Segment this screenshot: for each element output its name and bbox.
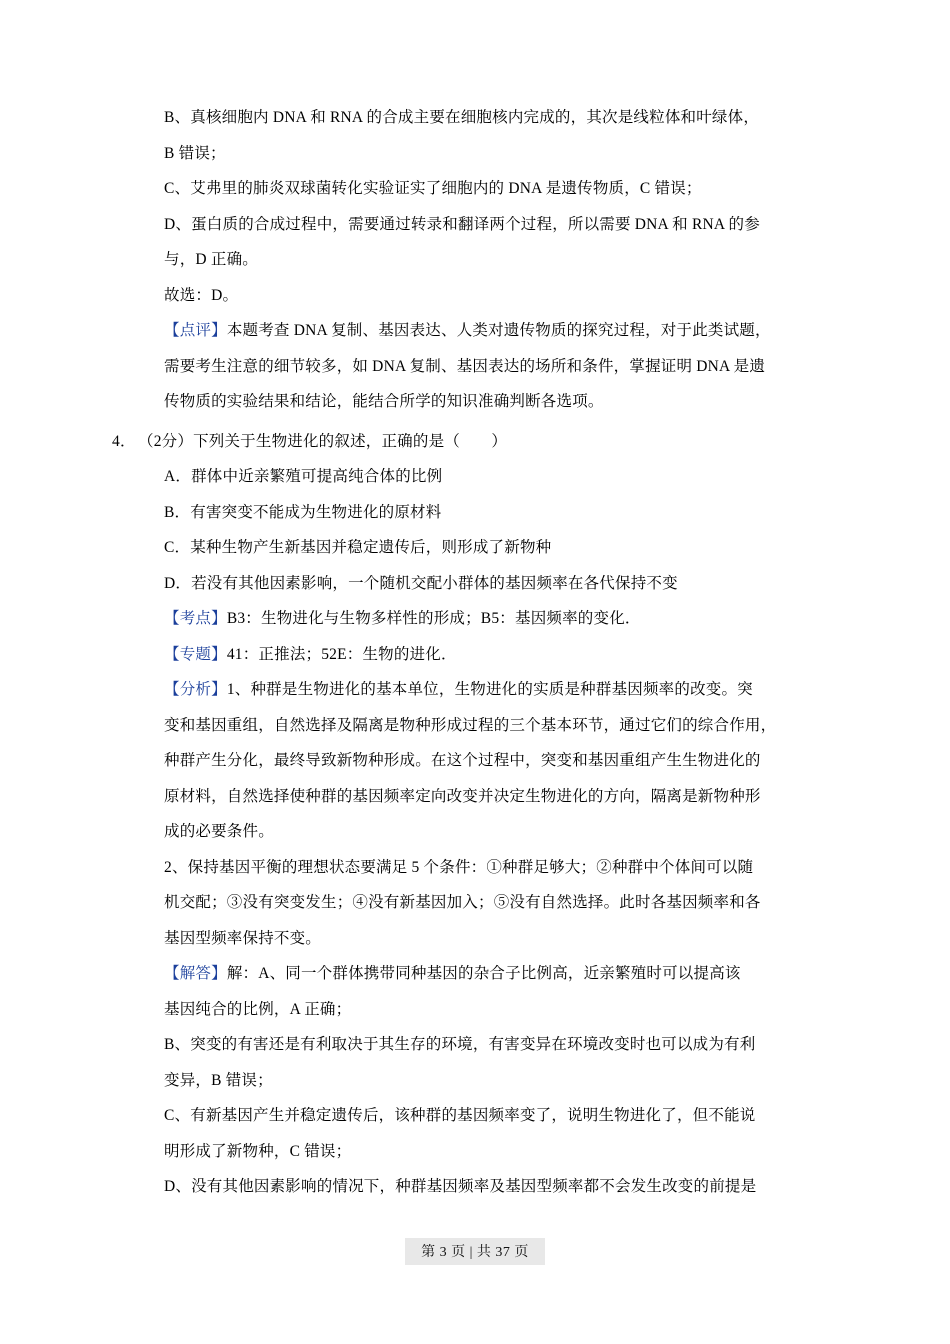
option-b: B．有害突变不能成为生物进化的原材料 [164,503,442,521]
kaodian-label: 【考点】 [164,610,227,627]
kaodian-line [138,601,828,637]
paragraph-answer-b-line2: B 错误； [164,144,226,162]
kaodian-text: B3：生物进化与生物多样性的形成；B5：基因频率的变化． [226,610,641,627]
jieda-line4: 变异，B 错误； [164,1071,273,1089]
fenxi-line3: 种群产生分化，最终导致新物种形成。在这个过程中，突变和基因重组产生生物进化的 [164,752,761,769]
jieda-line6: 明形成了新物种，C 错误； [164,1142,352,1160]
fenxi-line1-text: 1、种群是生物进化的基本单位，生物进化的实质是种群基因频率的改变。突 [226,681,753,698]
jieda-line5: C、有新基因产生并稳定遗传后，该种群的基因频率变了，说明生物进化了，但不能说 [164,1107,756,1124]
jieda-line1-text: 解：A、同一个群体携带同种基因的杂合子比例高，近亲繁殖时可以提高该 [226,965,741,982]
jieda-line2: 基因纯合的比例，A 正确； [164,1000,352,1018]
paragraph-answer-d-line2: 与，D 正确。 [164,251,258,268]
fenxi-second-line2: 机交配；③没有突变发生；④没有新基因加入；⑤没有自然选择。此时各基因频率和各 [164,894,761,911]
jieda-line1 [138,956,828,992]
comment-line1-text: 本题考查 DNA 复制、基因表达、人类对遗传物质的探究过程，对于此类试题， [226,322,771,339]
option-c: C．某种生物产生新基因并稳定遗传后，则形成了新物种 [164,539,552,556]
option-d: D．若没有其他因素影响，一个随机交配小群体的基因频率在各代保持不变 [164,574,678,592]
jieda-label: 【解答】 [164,965,227,982]
page-content [112,100,828,1205]
jieda-line3: B、突变的有害还是有利取决于其生存的环境，有害变异在环境改变时也可以成为有利 [164,1036,756,1053]
jieda-line7: D、没有其他因素影响的情况下，种群基因频率及基因型频率都不会发生改变的前提是 [164,1178,757,1195]
fenxi-second-line3: 基因型频率保持不变。 [164,929,322,947]
comment-block-line1 [138,313,828,349]
zhuanti-label: 【专题】 [164,645,227,663]
comment-block-line3: 传物质的实验结果和结论，能结合所学的知识准确判断各选项。 [164,393,604,410]
paragraph-answer-choice: 故选：D。 [164,286,239,304]
fenxi-label: 【分析】 [164,681,227,698]
page-footer [0,1238,950,1265]
option-a: A．群体中近亲繁殖可提高纯合体的比例 [164,468,443,485]
question-score: （2分） [138,432,194,450]
zhuanti-text: 41：正推法；52E：生物的进化． [226,645,457,663]
page-number-label: 第 3 页 | 共 37 页 [405,1238,545,1265]
paragraph-answer-c-line: C、艾弗里的肺炎双球菌转化实验证实了细胞内的 DNA 是遗传物质，C 错误； [164,180,702,197]
fenxi-line1 [138,672,828,708]
fenxi-second-line1: 2、保持基因平衡的理想状态要满足 5 个条件：①种群足够大；②种群中个体间可以随 [164,858,754,876]
fenxi-line5: 成的必要条件。 [164,823,274,840]
question-heading [112,424,828,460]
question-stem: 下列关于生物进化的叙述，正确的是（ ） [193,432,508,450]
zhuanti-line [138,637,828,673]
paragraph-answer-d-line1: D、蛋白质的合成过程中，需要通过转录和翻译两个过程，所以需要 DNA 和 RNA 的参 [164,215,760,233]
comment-label: 【点评】 [164,322,227,339]
question-number: 4． [112,432,136,450]
paragraph-answer-b-line1: B、真核细胞内 DNA 和 RNA 的合成主要在细胞核内完成的，其次是线粒体和叶绿体， [164,109,760,126]
fenxi-line2: 变和基因重组，自然选择及隔离是物种形成过程的三个基本环节，通过它们的综合作用， [164,716,777,734]
fenxi-line4: 原材料，自然选择使种群的基因频率定向改变并决定生物进化的方向，隔离是新物种形 [164,787,761,805]
comment-block-line2: 需要考生注意的细节较多，如 DNA 复制、基因表达的场所和条件，掌握证明 DNA 是遗 [164,357,766,375]
